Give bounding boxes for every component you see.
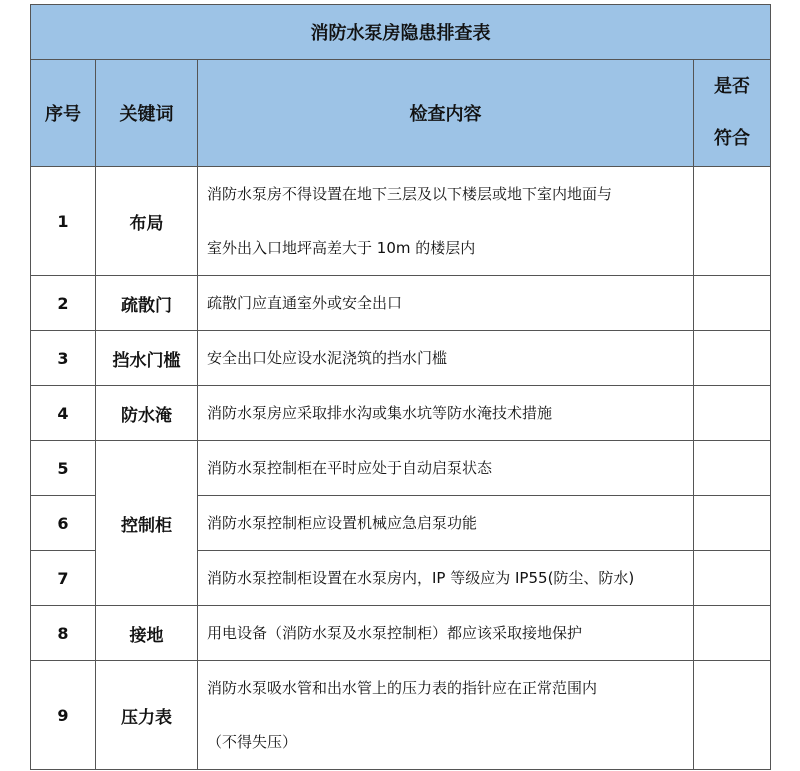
content-line: 室外出入口地坪高差大于 10m 的楼层内 [207, 239, 476, 257]
header-row [31, 60, 771, 167]
table-title: 消防水泵房隐患排查表 [31, 5, 771, 60]
content-line: 消防水泵控制柜在平时应处于自动启泵状态 [207, 459, 493, 477]
conform-cell[interactable] [694, 441, 771, 496]
header-num: 序号 [31, 60, 96, 167]
conform-cell[interactable] [694, 167, 771, 276]
row-num: 6 [31, 496, 96, 551]
content-line: 消防水泵控制柜设置在水泵房内，IP 等级应为 IP55(防尘、防水) [207, 569, 635, 587]
row-num: 8 [31, 606, 96, 661]
table-row [31, 331, 771, 386]
header-conform [694, 60, 771, 167]
content-line: 安全出口处应设水泥浇筑的挡水门槛 [207, 349, 448, 367]
row-content [198, 496, 694, 551]
conform-cell[interactable] [694, 551, 771, 606]
row-num: 4 [31, 386, 96, 441]
header-conform-line2: 符合 [714, 128, 750, 149]
content-line: 消防水泵控制柜应设置机械应急启泵功能 [207, 514, 478, 532]
inspection-table-container [30, 4, 771, 770]
conform-cell[interactable] [694, 606, 771, 661]
inspection-table [30, 4, 771, 770]
row-keyword: 挡水门槛 [96, 331, 198, 386]
row-content [198, 167, 694, 276]
table-row [31, 386, 771, 441]
header-keyword: 关键词 [96, 60, 198, 167]
row-keyword: 布局 [96, 167, 198, 276]
table-row [31, 606, 771, 661]
content-line: （不得失压） [207, 733, 298, 751]
header-conform-line1: 是否 [714, 76, 750, 97]
content-line: 消防水泵吸水管和出水管上的压力表的指针应在正常范围内 [207, 679, 598, 697]
row-keyword: 疏散门 [96, 276, 198, 331]
header-content: 检查内容 [198, 60, 694, 167]
conform-cell[interactable] [694, 276, 771, 331]
conform-cell[interactable] [694, 386, 771, 441]
row-content [198, 551, 694, 606]
table-row [31, 661, 771, 770]
row-content [198, 606, 694, 661]
conform-cell[interactable] [694, 496, 771, 551]
content-line: 消防水泵房应采取排水沟或集水坑等防水淹技术措施 [207, 404, 553, 422]
row-content [198, 661, 694, 770]
row-keyword: 防水淹 [96, 386, 198, 441]
row-keyword: 接地 [96, 606, 198, 661]
row-keyword: 压力表 [96, 661, 198, 770]
row-num: 2 [31, 276, 96, 331]
row-num: 1 [31, 167, 96, 276]
content-line: 消防水泵房不得设置在地下三层及以下楼层或地下室内地面与 [207, 185, 613, 203]
row-content [198, 331, 694, 386]
content-line: 用电设备（消防水泵及水泵控制柜）都应该采取接地保护 [207, 624, 583, 642]
content-line: 疏散门应直通室外或安全出口 [207, 294, 403, 312]
table-row [31, 441, 771, 496]
row-content [198, 276, 694, 331]
row-num: 7 [31, 551, 96, 606]
conform-cell[interactable] [694, 331, 771, 386]
table-row [31, 276, 771, 331]
row-content [198, 441, 694, 496]
row-content [198, 386, 694, 441]
row-num: 3 [31, 331, 96, 386]
row-num: 5 [31, 441, 96, 496]
conform-cell[interactable] [694, 661, 771, 770]
row-num: 9 [31, 661, 96, 770]
row-keyword: 控制柜 [96, 441, 198, 606]
table-row [31, 167, 771, 276]
